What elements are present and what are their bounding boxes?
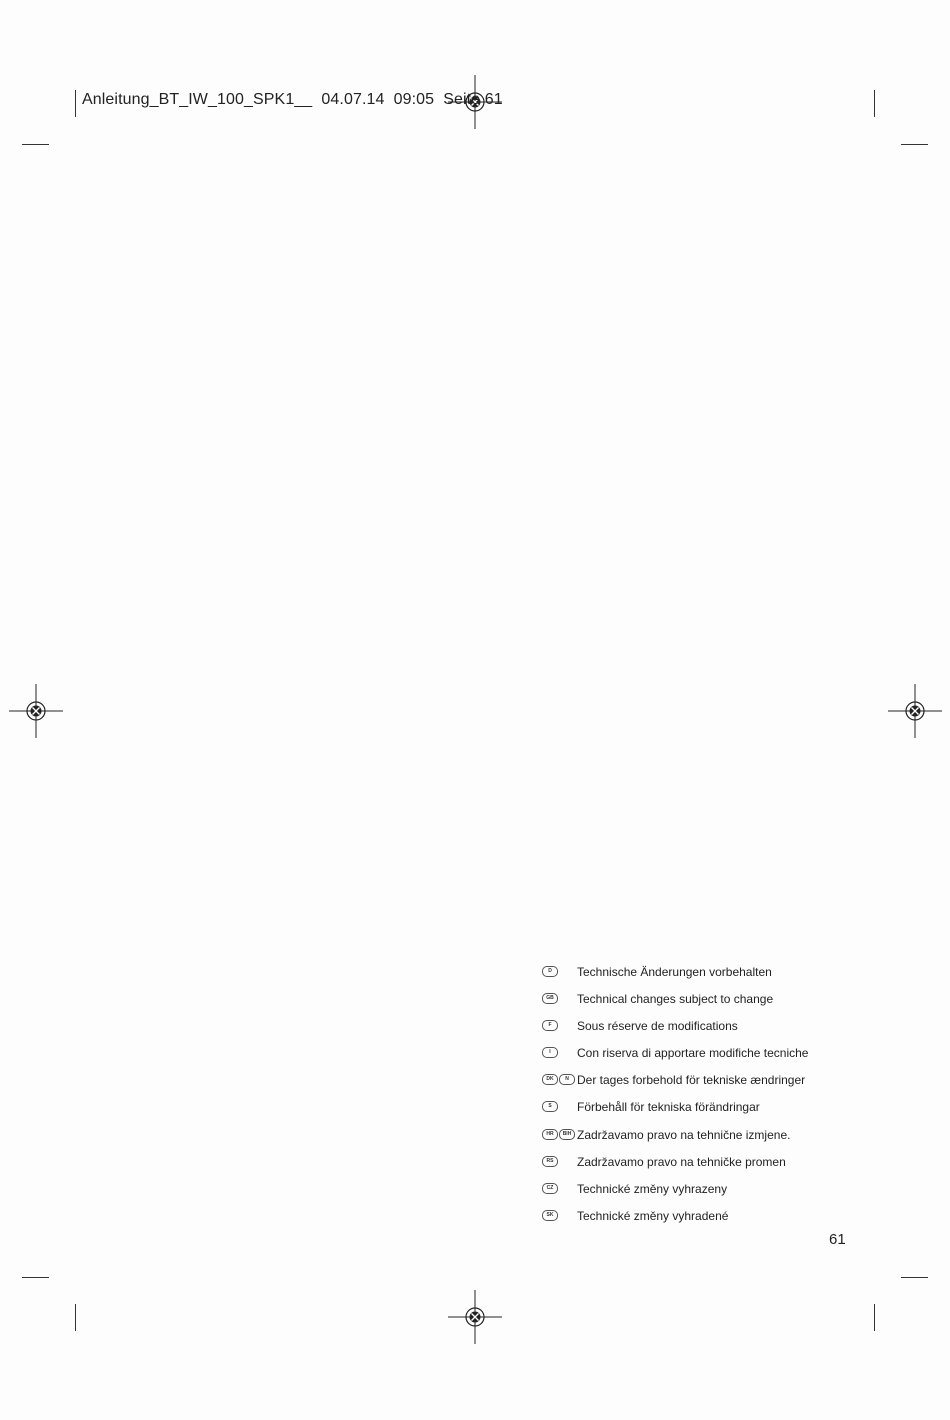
crop-mark-bottom-right-horizontal: [901, 1277, 928, 1278]
country-badges: [542, 1047, 558, 1058]
country-code-badge: DK: [542, 1074, 558, 1085]
registration-mark-icon: [9, 684, 63, 738]
print-slug: Anleitung_BT_IW_100_SPK1__ 04.07.14 09:05 Seite 61: [82, 91, 503, 108]
crop-mark-bottom-left-vertical: [75, 1304, 76, 1331]
country-code-badge: BIH: [559, 1129, 575, 1140]
registration-mark-icon: [448, 1290, 502, 1344]
crop-mark-top-left-horizontal: [22, 144, 49, 145]
notice-text: Con riserva di apportare modifiche tecniche: [577, 1046, 809, 1061]
crop-mark-top-right-horizontal: [901, 144, 928, 145]
country-badges: [542, 1156, 558, 1167]
registration-mark-icon: [888, 684, 942, 738]
country-code-badge: HR: [542, 1129, 558, 1140]
country-code-badge: GB: [542, 993, 558, 1004]
notice-text: Der tages forbehold för tekniske ændringer: [577, 1073, 806, 1088]
country-badges: [542, 1129, 575, 1140]
country-code-badge: D: [542, 966, 558, 977]
crop-mark-top-right-vertical: [874, 90, 875, 117]
country-code-badge: S: [542, 1101, 558, 1112]
country-badges: [542, 993, 558, 1004]
crop-mark-bottom-left-horizontal: [22, 1277, 49, 1278]
country-badges: [542, 1074, 575, 1085]
notice-text: Technical changes subject to change: [577, 992, 774, 1007]
notice-text: Technische Änderungen vorbehalten: [577, 965, 772, 979]
crop-mark-top-left-vertical: [75, 90, 76, 117]
country-code-badge: F: [542, 1020, 558, 1031]
country-code-badge: SK: [542, 1210, 558, 1221]
notice-text: Förbehåll för tekniska förändringar: [577, 1100, 760, 1115]
notice-text: Zadržavamo pravo na tehnične izmjene.: [577, 1127, 791, 1142]
country-badges: [542, 1183, 558, 1194]
notice-text: Technické změny vyhradené: [577, 1208, 729, 1223]
country-code-badge: N: [559, 1074, 575, 1085]
notice-text: Zadržavamo pravo na tehničke promen: [577, 1154, 786, 1169]
country-badges: [542, 966, 558, 977]
country-badges: [542, 1101, 558, 1112]
country-badges: [542, 1210, 558, 1221]
country-code-badge: I: [542, 1047, 558, 1058]
country-badges: [542, 1020, 558, 1031]
crop-mark-bottom-right-vertical: [874, 1304, 875, 1331]
country-code-badge: RS: [542, 1156, 558, 1167]
country-code-badge: CZ: [542, 1183, 558, 1194]
notice-text: Technické změny vyhrazeny: [577, 1181, 728, 1196]
notice-text: Sous réserve de modifications: [577, 1019, 738, 1034]
page-number: 61: [829, 1231, 846, 1248]
